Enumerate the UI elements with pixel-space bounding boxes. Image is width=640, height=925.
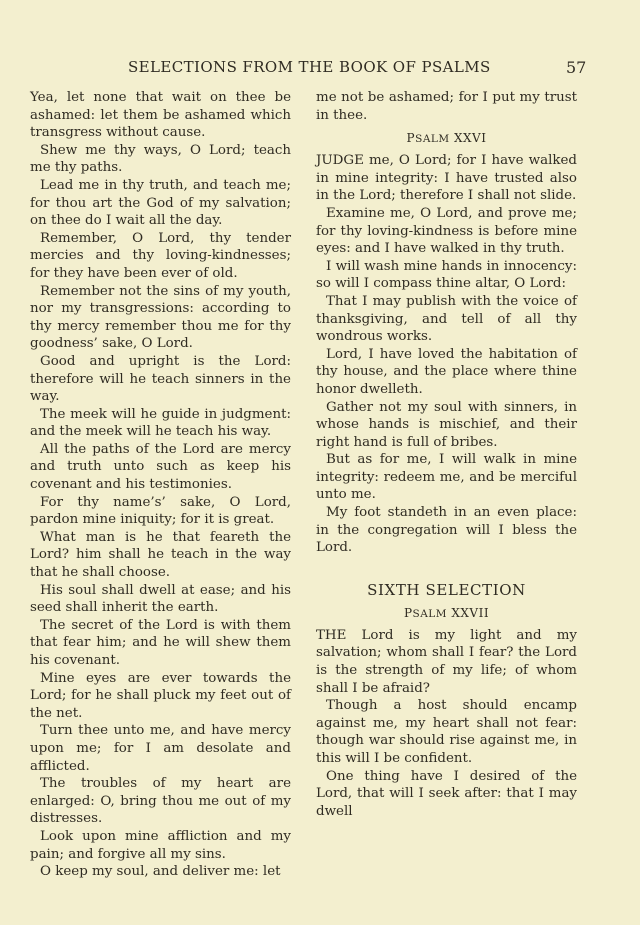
verse-continuation: me not be ashamed; for I put my trust in thee. — [316, 90, 577, 123]
page-header — [0, 58, 640, 80]
verse: Lead me in thy truth, and teach me; for thou art the God of my salvation; on thee do I wait all the day. — [30, 177, 291, 229]
verse: JUDGE me, O Lord; for I have walked in mine integrity: I have trusted also in the Lord; therefore I shall not slide. — [316, 153, 577, 204]
page-number: 57 — [566, 58, 587, 77]
verse: Lord, I have loved the habitation of thy house, and the place where thine honor dwelleth. — [316, 346, 577, 397]
verse: The meek will he guide in judgment: and the meek will he teach his way. — [30, 406, 291, 440]
verse: All the paths of the Lord are mercy and truth unto such as keep his covenant and his testimonies. — [30, 441, 291, 493]
psalm-label-initial: P — [406, 131, 416, 146]
verse: One thing have I desired of the Lord, that will I seek after: that I may dwell — [316, 768, 577, 819]
psalm-number: XXVII — [447, 605, 490, 620]
verse: THE Lord is my light and my salvation; whom shall I fear? the Lord is the strength of my life; of whom shall I be afraid? — [316, 627, 577, 696]
running-title: SELECTIONS FROM THE BOOK OF PSALMS — [128, 58, 491, 76]
verse: I will wash mine hands in innocency: so will I compass thine altar, O Lord: — [316, 258, 577, 292]
verse: His soul shall dwell at ease; and his seed shall inherit the earth. — [30, 582, 291, 616]
verse: My foot standeth in an even place: in the congregation will I bless the Lord. — [316, 505, 577, 556]
verse: That I may publish with the voice of thanksgiving, and tell of all thy wondrous works. — [316, 293, 577, 345]
verse: Remember, O Lord, thy tender mercies and thy loving-kindnesses; for they have been ever of old. — [30, 230, 291, 281]
verse: Gather not my soul with sinners, in whose hands is mischief, and their right hand is full of bribes. — [316, 399, 577, 450]
right-column — [316, 89, 577, 820]
left-column — [30, 89, 291, 881]
verse: Though a host should encamp against me, my heart shall not fear: though war should rise against me, in this will I be confident. — [316, 698, 577, 766]
verse: Remember not the sins of my youth, nor my transgressions: according to thy mercy remember thou me for thy goodness’ sake, O Lord. — [30, 283, 291, 352]
verse: The secret of the Lord is with them that fear him; and he will shew them his covenant. — [30, 617, 291, 668]
psalm-label-initial: P — [403, 605, 413, 620]
verse: The troubles of my heart are enlarged: O, bring thou me out of my distresses. — [30, 776, 291, 827]
verse: But as for me, I will walk in mine integrity: redeem me, and be merciful unto me. — [316, 452, 577, 503]
section-title: SIXTH SELECTION — [367, 580, 526, 599]
verse: Yea, let none that wait on thee be ashamed: let them be ashamed which transgress without cause. — [30, 90, 291, 141]
psalm-heading — [316, 130, 577, 146]
psalm-label-smallcaps: SALM — [412, 607, 448, 620]
verse: Examine me, O Lord, and prove me; for thy loving-kindness is before mine eyes: and I have walked in thy truth. — [316, 205, 577, 257]
verse: Shew me thy ways, O Lord; teach me thy paths. — [30, 142, 291, 176]
verse: Turn thee unto me, and have mercy upon me; for I am desolate and afflicted. — [30, 723, 291, 774]
psalm-label-smallcaps: SALM — [415, 133, 450, 146]
psalm-heading — [316, 605, 577, 621]
verse: Mine eyes are ever towards the Lord; for he shall pluck my feet out of the net. — [30, 670, 291, 721]
verse: For thy name’s’ sake, O Lord, pardon mine iniquity; for it is great. — [30, 494, 291, 528]
verse: Look upon mine affliction and my pain; and forgive all my sins. — [30, 828, 291, 862]
verse: Good and upright is the Lord: therefore will he teach sinners in the way. — [30, 353, 291, 405]
verse: What man is he that feareth the Lord? him shall he teach in the way that he shall choose. — [30, 529, 291, 581]
psalm-number: XXVI — [449, 131, 487, 146]
verse: O keep my soul, and deliver me: let — [40, 864, 281, 880]
